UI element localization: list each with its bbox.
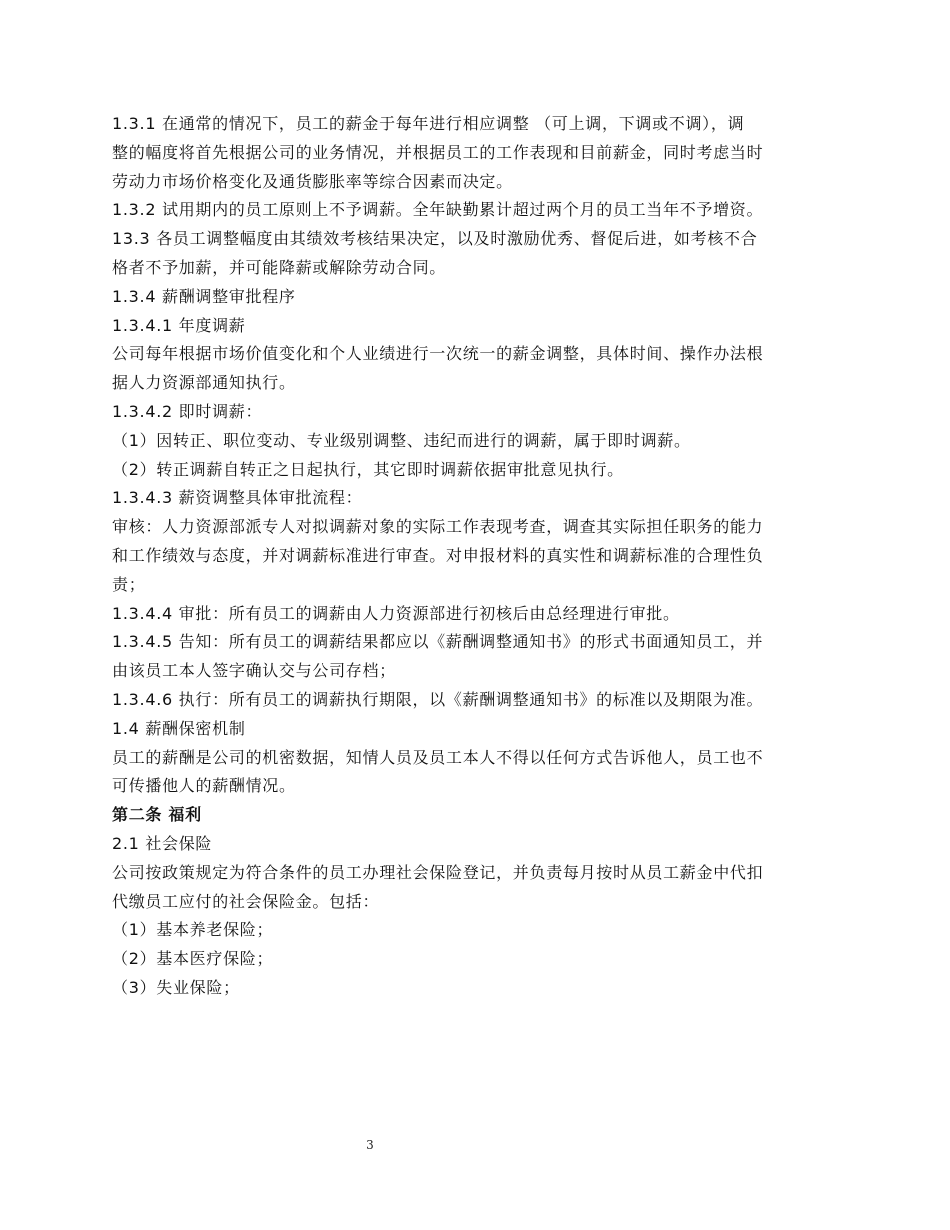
text-line: 2.1 社会保险: [112, 833, 213, 853]
text-line: 1.4 薪酬保密机制: [112, 718, 246, 738]
text-line: 1.3.2 试用期内的员工原则上不予调薪。全年缺勤累计超过两个月的员工当年不予增资。: [112, 200, 764, 220]
text-line: （3）失业保险；: [112, 977, 240, 997]
text-line: （1）因转正、职位变动、专业级别调整、违纪而进行的调薪，属于即时调薪。: [112, 430, 691, 450]
text-line: 1.3.4 薪酬调整审批程序: [112, 286, 296, 306]
text-line: 1.3.4.3 薪资调整具体审批流程：: [112, 488, 363, 508]
section-heading: 第二条 福利: [112, 805, 202, 825]
text-line: （1）基本养老保险；: [112, 920, 274, 940]
text-line: 整的幅度将首先根据公司的业务情况，并根据员工的工作表现和目前薪金，同时考虑当时: [112, 142, 764, 162]
text-line: 1.3.1 在通常的情况下，员工的薪金于每年进行相应调整 （可上调，下调或不调），调: [112, 114, 745, 133]
text-line: 1.3.4.4 审批：所有员工的调薪由人力资源部进行初核后由总经理进行审批。: [112, 603, 680, 623]
text-line: 员工的薪酬是公司的机密数据，知情人员及员工本人不得以任何方式告诉他人，员工也不: [112, 747, 764, 767]
text-line: 1.3.4.6 执行：所有员工的调薪执行期限，以《薪酬调整通知书》的标准以及期限为准。: [112, 689, 764, 709]
text-line: 审核：人力资源部派专人对拟调薪对象的实际工作表现考查，调查其实际担任职务的能力: [112, 517, 764, 537]
text-line: 可传播他人的薪酬情况。: [112, 776, 296, 796]
text-line: 1.3.4.1 年度调薪: [112, 315, 246, 335]
text-line: （2）转正调薪自转正之日起执行，其它即时调薪依据审批意见执行。: [112, 459, 624, 479]
text-line: 由该员工本人签字确认交与公司存档；: [112, 661, 396, 681]
text-line: 和工作绩效与态度，并对调薪标准进行审查。对申报材料的真实性和调薪标准的合理性负: [112, 545, 764, 565]
text-line: 据人力资源部通知执行。: [112, 373, 296, 393]
text-line: 公司按政策规定为符合条件的员工办理社会保险登记，并负责每月按时从员工薪金中代扣: [112, 862, 764, 882]
text-line: 1.3.4.5 告知：所有员工的调薪结果都应以《薪酬调整通知书》的形式书面通知员工，并: [112, 632, 764, 652]
text-line: 代缴员工应付的社会保险金。包括：: [112, 891, 380, 911]
text-line: （2）基本医疗保险；: [112, 949, 274, 969]
text-line: 公司每年根据市场价值变化和个人业绩进行一次统一的薪金调整，具体时间、操作办法根: [112, 344, 764, 364]
text-line: 责；: [112, 574, 146, 594]
text-line: 劳动力市场价格变化及通货膨胀率等综合因素而决定。: [112, 171, 513, 191]
page-number: 3: [366, 1138, 374, 1152]
text-line: 13.3 各员工调整幅度由其绩效考核结果决定，以及时激励优秀、督促后进，如考核不合: [112, 229, 758, 249]
text-line: 1.3.4.2 即时调薪：: [112, 401, 263, 421]
text-line: 格者不予加薪，并可能降薪或解除劳动合同。: [112, 257, 447, 277]
document-body: [112, 110, 842, 1003]
